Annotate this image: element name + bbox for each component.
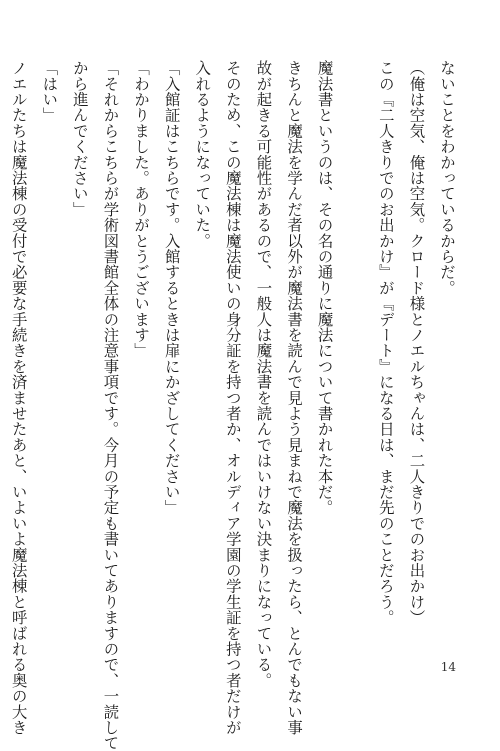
page-number: 14 (440, 660, 456, 674)
section-break (340, 60, 371, 660)
text-line: 入れるようになっていた。 (193, 60, 212, 249)
text-line: から進んでください」 (70, 60, 89, 217)
text-line: きちんと魔法を学んだ者以外が魔法書を読んで見よう見まねで魔法を扱ったら、とんでもない事 (285, 60, 304, 736)
text-line: ノエルたちは魔法棟の受付で必要な手続きを済ませたあと、いよいよ魔法棟と呼ばれる奥の大き (9, 60, 28, 736)
text-line: 「はい」 (40, 60, 59, 123)
text-line: 「わかりました。ありがとうございます」 (132, 60, 151, 359)
text-line: （俺は空気、俺は空気。クロード様とノエルちゃんは、二人きりでのお出かけ） (407, 60, 426, 626)
text-line: ないことをわかっているからだ。 (438, 60, 456, 296)
text-line: そのため、この魔法棟は魔法使いの身分証を持つ者か、オルディア学園の学生証を持つ者だけが (223, 60, 242, 736)
text-line: 「それからこちらが学術図書館全体の注意事項です。今月の予定も書いてありますので、一読して (101, 60, 120, 751)
text-line: 魔法書というのは、その名の通りに魔法について書かれた本だ。 (315, 60, 334, 516)
text-line: 故が起きる可能性があるので、一般人は魔法書を読んではいけない決まりになっている。 (254, 60, 273, 688)
text-line: 「入館証はこちらです。入館するときは扉にかざしてください」 (162, 60, 181, 516)
text-line: この『二人きりでのお出かけ』が『デート』になる日は、まだ先のことだろう。 (376, 60, 395, 626)
